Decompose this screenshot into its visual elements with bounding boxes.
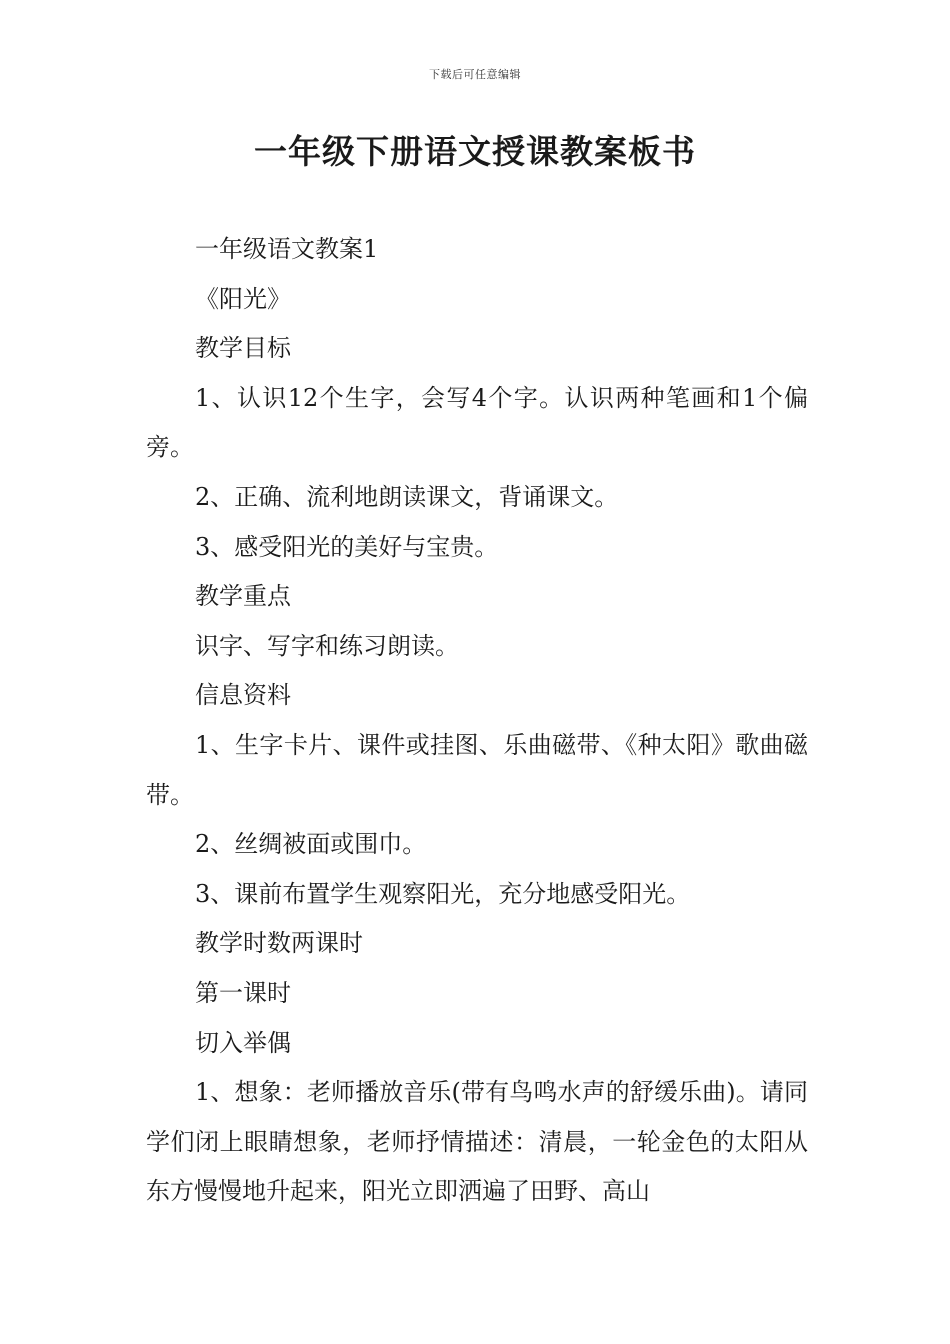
paragraph: 识字、写字和练习朗读。 — [195, 631, 459, 660]
list-item: 1、生字卡片、课件或挂图、乐曲磁带、《种太阳》歌曲磁带。 — [146, 730, 808, 809]
section-heading: 信息资料 — [195, 681, 291, 710]
list-item: 3、课前布置学生观察阳光，充分地感受阳光。 — [195, 879, 691, 908]
list-item: 3、感受阳光的美好与宝贵。 — [195, 532, 499, 561]
section-heading: 教学目标 — [195, 334, 291, 363]
paragraph: 一年级语文教案1 — [195, 235, 379, 263]
section-heading: 切入举偶 — [195, 1028, 291, 1057]
document-title: 一年级下册语文授课教案板书 — [254, 132, 696, 171]
list-item: 1、认识12个生字，会写4个字。认识两种笔画和1个偏旁。 — [146, 383, 808, 462]
section-heading: 教学重点 — [195, 582, 291, 611]
section-heading: 第一课时 — [195, 978, 291, 1007]
list-item: 2、丝绸被面或围巾。 — [195, 830, 427, 859]
list-item: 2、正确、流利地朗读课文，背诵课文。 — [195, 482, 619, 511]
header-note: 下载后可任意编辑 — [429, 68, 521, 81]
section-heading: 教学时数两课时 — [195, 929, 363, 958]
document-body — [146, 225, 808, 1217]
paragraph: 《阳光》 — [195, 284, 291, 313]
list-item: 1、想象：老师播放音乐(带有鸟鸣水声的舒缓乐曲)。请同学们闭上眼睛想象，老师抒情描述：清晨，一轮金色的太阳从东方慢慢地升起来，阳光立即洒遍了田野、高山 — [146, 1078, 808, 1206]
